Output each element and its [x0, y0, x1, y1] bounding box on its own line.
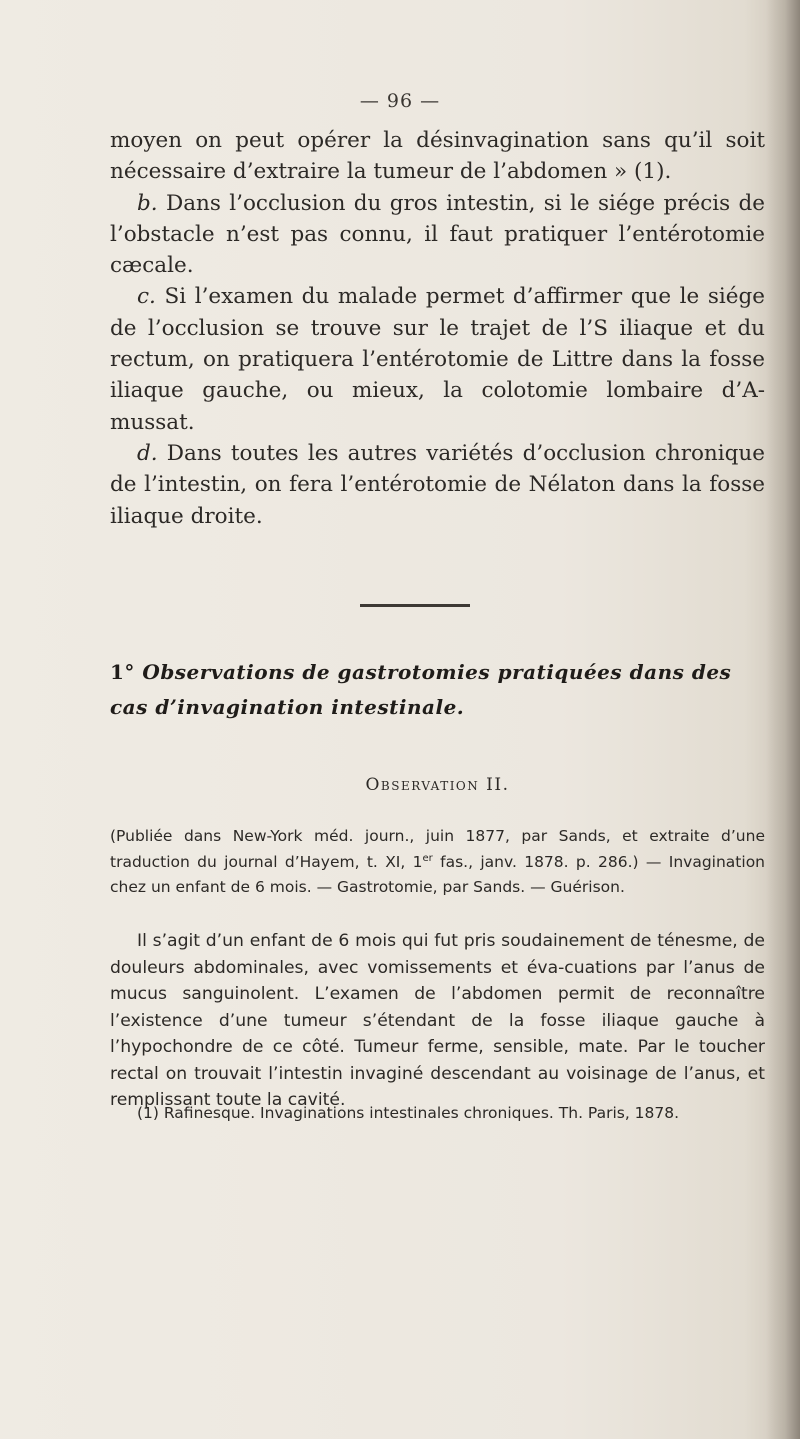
paragraph-continuation — [110, 125, 765, 188]
observation-source — [110, 824, 765, 901]
paragraph-text: Dans toutes les autres variétés d’occlusion chronique de l’intestin, on fera l’entérotomie de Nélaton dans la fosse iliaque droite. — [110, 440, 765, 529]
main-text-block — [110, 125, 765, 532]
section-number: 1° — [110, 660, 135, 684]
page-number: — 96 — — [359, 90, 441, 112]
section-heading-text: Observations de gastrotomies pratiquées dans des cas d’invagination intestinale. — [110, 660, 732, 719]
section-heading — [110, 655, 765, 725]
superscript: er — [422, 852, 433, 864]
paragraph-b — [110, 188, 765, 282]
paragraph-letter: b. — [137, 190, 158, 216]
paragraph-c — [110, 281, 765, 437]
footnote: (1) Rafinesque. Invaginations intestinales chroniques. Th. Paris, 1878. — [137, 1104, 680, 1122]
paragraph-text: Si l’examen du malade permet d’affirmer que le siége de l’occlusion se trouve sur le trajet de l’S iliaque et du rectum, on pratiquera l’entérotomie de Littre dans la fosse iliaque gauche, ou mieux, la colotomie lombaire d’A-mussat. — [110, 284, 765, 435]
paragraph-text: moyen on peut opérer la désinvagination sans qu’il soit nécessaire d’extraire la tumeur de l’abdomen » (1). — [110, 128, 765, 185]
observation-body: Il s’agit d’un enfant de 6 mois qui fut pris soudainement de ténesme, de douleurs abdominales, avec vomissements et éva-cuations par l’anus de mucus sanguinolent. L’examen de l’abdomen permit de reconnaître l’existence d’une tumeur s’étendant de la fosse iliaque gauche à l’hypochondre de ce côté. Tumeur ferme, sensible, mate. Par le toucher rectal on trouvait l’intestin invaginé descendant au voisinage de l’anus, et remplissant toute la cavité. — [110, 931, 765, 1110]
paragraph-letter: d. — [137, 440, 158, 466]
paragraph-text: Dans l’occlusion du gros intestin, si le siége précis de l’obstacle n’est pas connu, il faut pratiquer l’entérotomie cæcale. — [110, 190, 765, 279]
page-edge-shadow — [766, 0, 800, 1439]
observation-title: Observation II. — [365, 775, 510, 795]
section-separator-rule — [360, 604, 470, 607]
observation-source-text: (Publiée dans New-York méd. journ., juin 1877, par Sands, et extraite d’une traduction du journal d’Hayem, t. XI, 1 — [110, 827, 765, 871]
paragraph-letter: c. — [137, 284, 156, 310]
observation-source-text-cont: fas., janv. 1878. p. 286.) — Invagination chez un enfant de 6 mois. — Gastrotomie, par Sands. — Guérison. — [110, 852, 765, 896]
paragraph-d — [110, 438, 765, 532]
